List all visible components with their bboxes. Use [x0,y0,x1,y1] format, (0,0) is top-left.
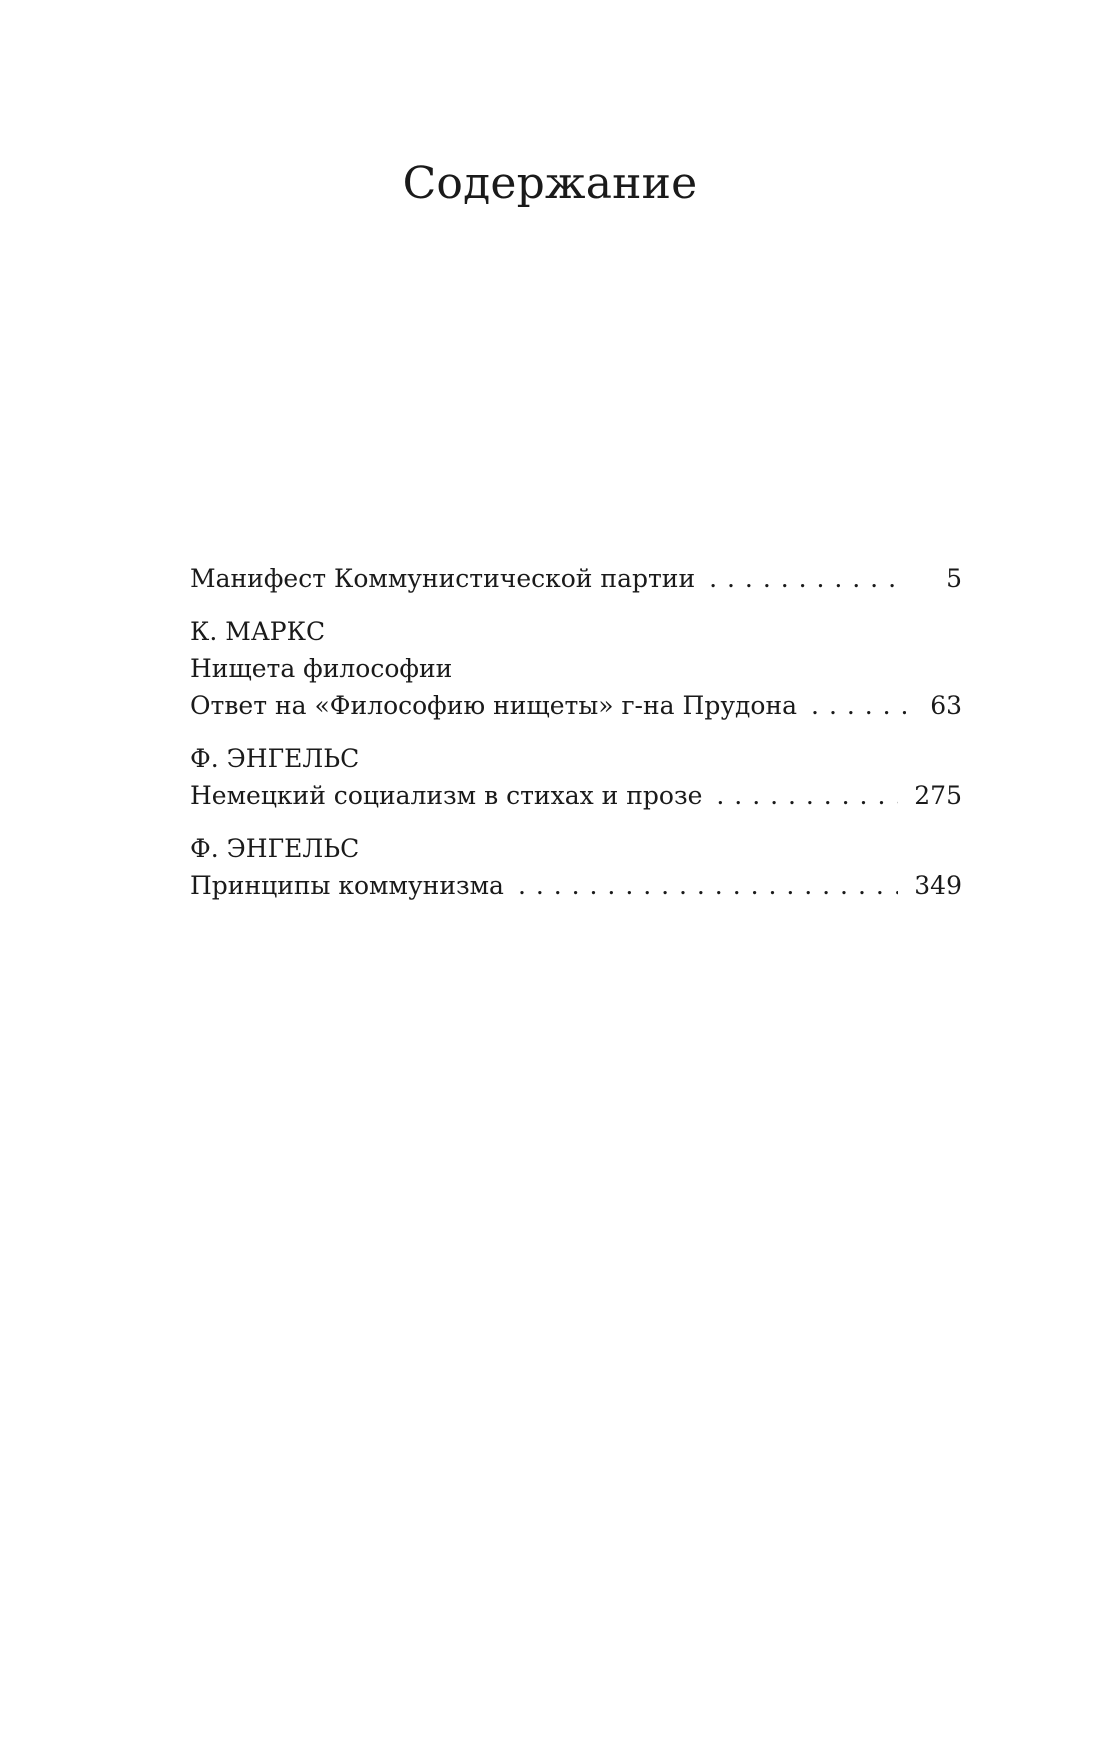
toc-entry-title: Принципы коммунизма [190,871,504,900]
toc-author: Ф. ЭНГЕЛЬС [190,834,360,863]
toc-entry-page: 5 [946,564,962,593]
toc-entry-page: 63 [930,691,962,720]
table-of-contents [190,560,962,920]
toc-author: Ф. ЭНГЕЛЬС [190,744,360,773]
toc-entry-page: 275 [914,781,962,810]
toc-entry-title: Манифест Коммунистической партии [190,564,696,593]
toc-group-marx [190,613,962,724]
toc-author: К. МАРКС [190,617,326,646]
toc-entry-title: Немецкий социализм в стихах и прозе [190,781,703,810]
toc-group-engels-1 [190,740,962,814]
toc-entry[interactable] [190,560,962,597]
toc-entry[interactable] [190,687,962,724]
toc-entry[interactable] [190,867,962,904]
toc-group-manifesto [190,560,962,597]
dot-leader [716,777,898,814]
toc-work-title: Нищета философии [190,654,453,683]
toc-group-engels-2 [190,830,962,904]
toc-entry-title: Ответ на «Философию нищеты» г-на Прудона [190,691,798,720]
toc-entry[interactable] [190,777,962,814]
toc-entry-page: 349 [914,871,962,900]
dot-leader [709,560,906,597]
page-title: Содержание [402,158,698,209]
dot-leader [518,867,898,904]
dot-leader [811,687,906,724]
